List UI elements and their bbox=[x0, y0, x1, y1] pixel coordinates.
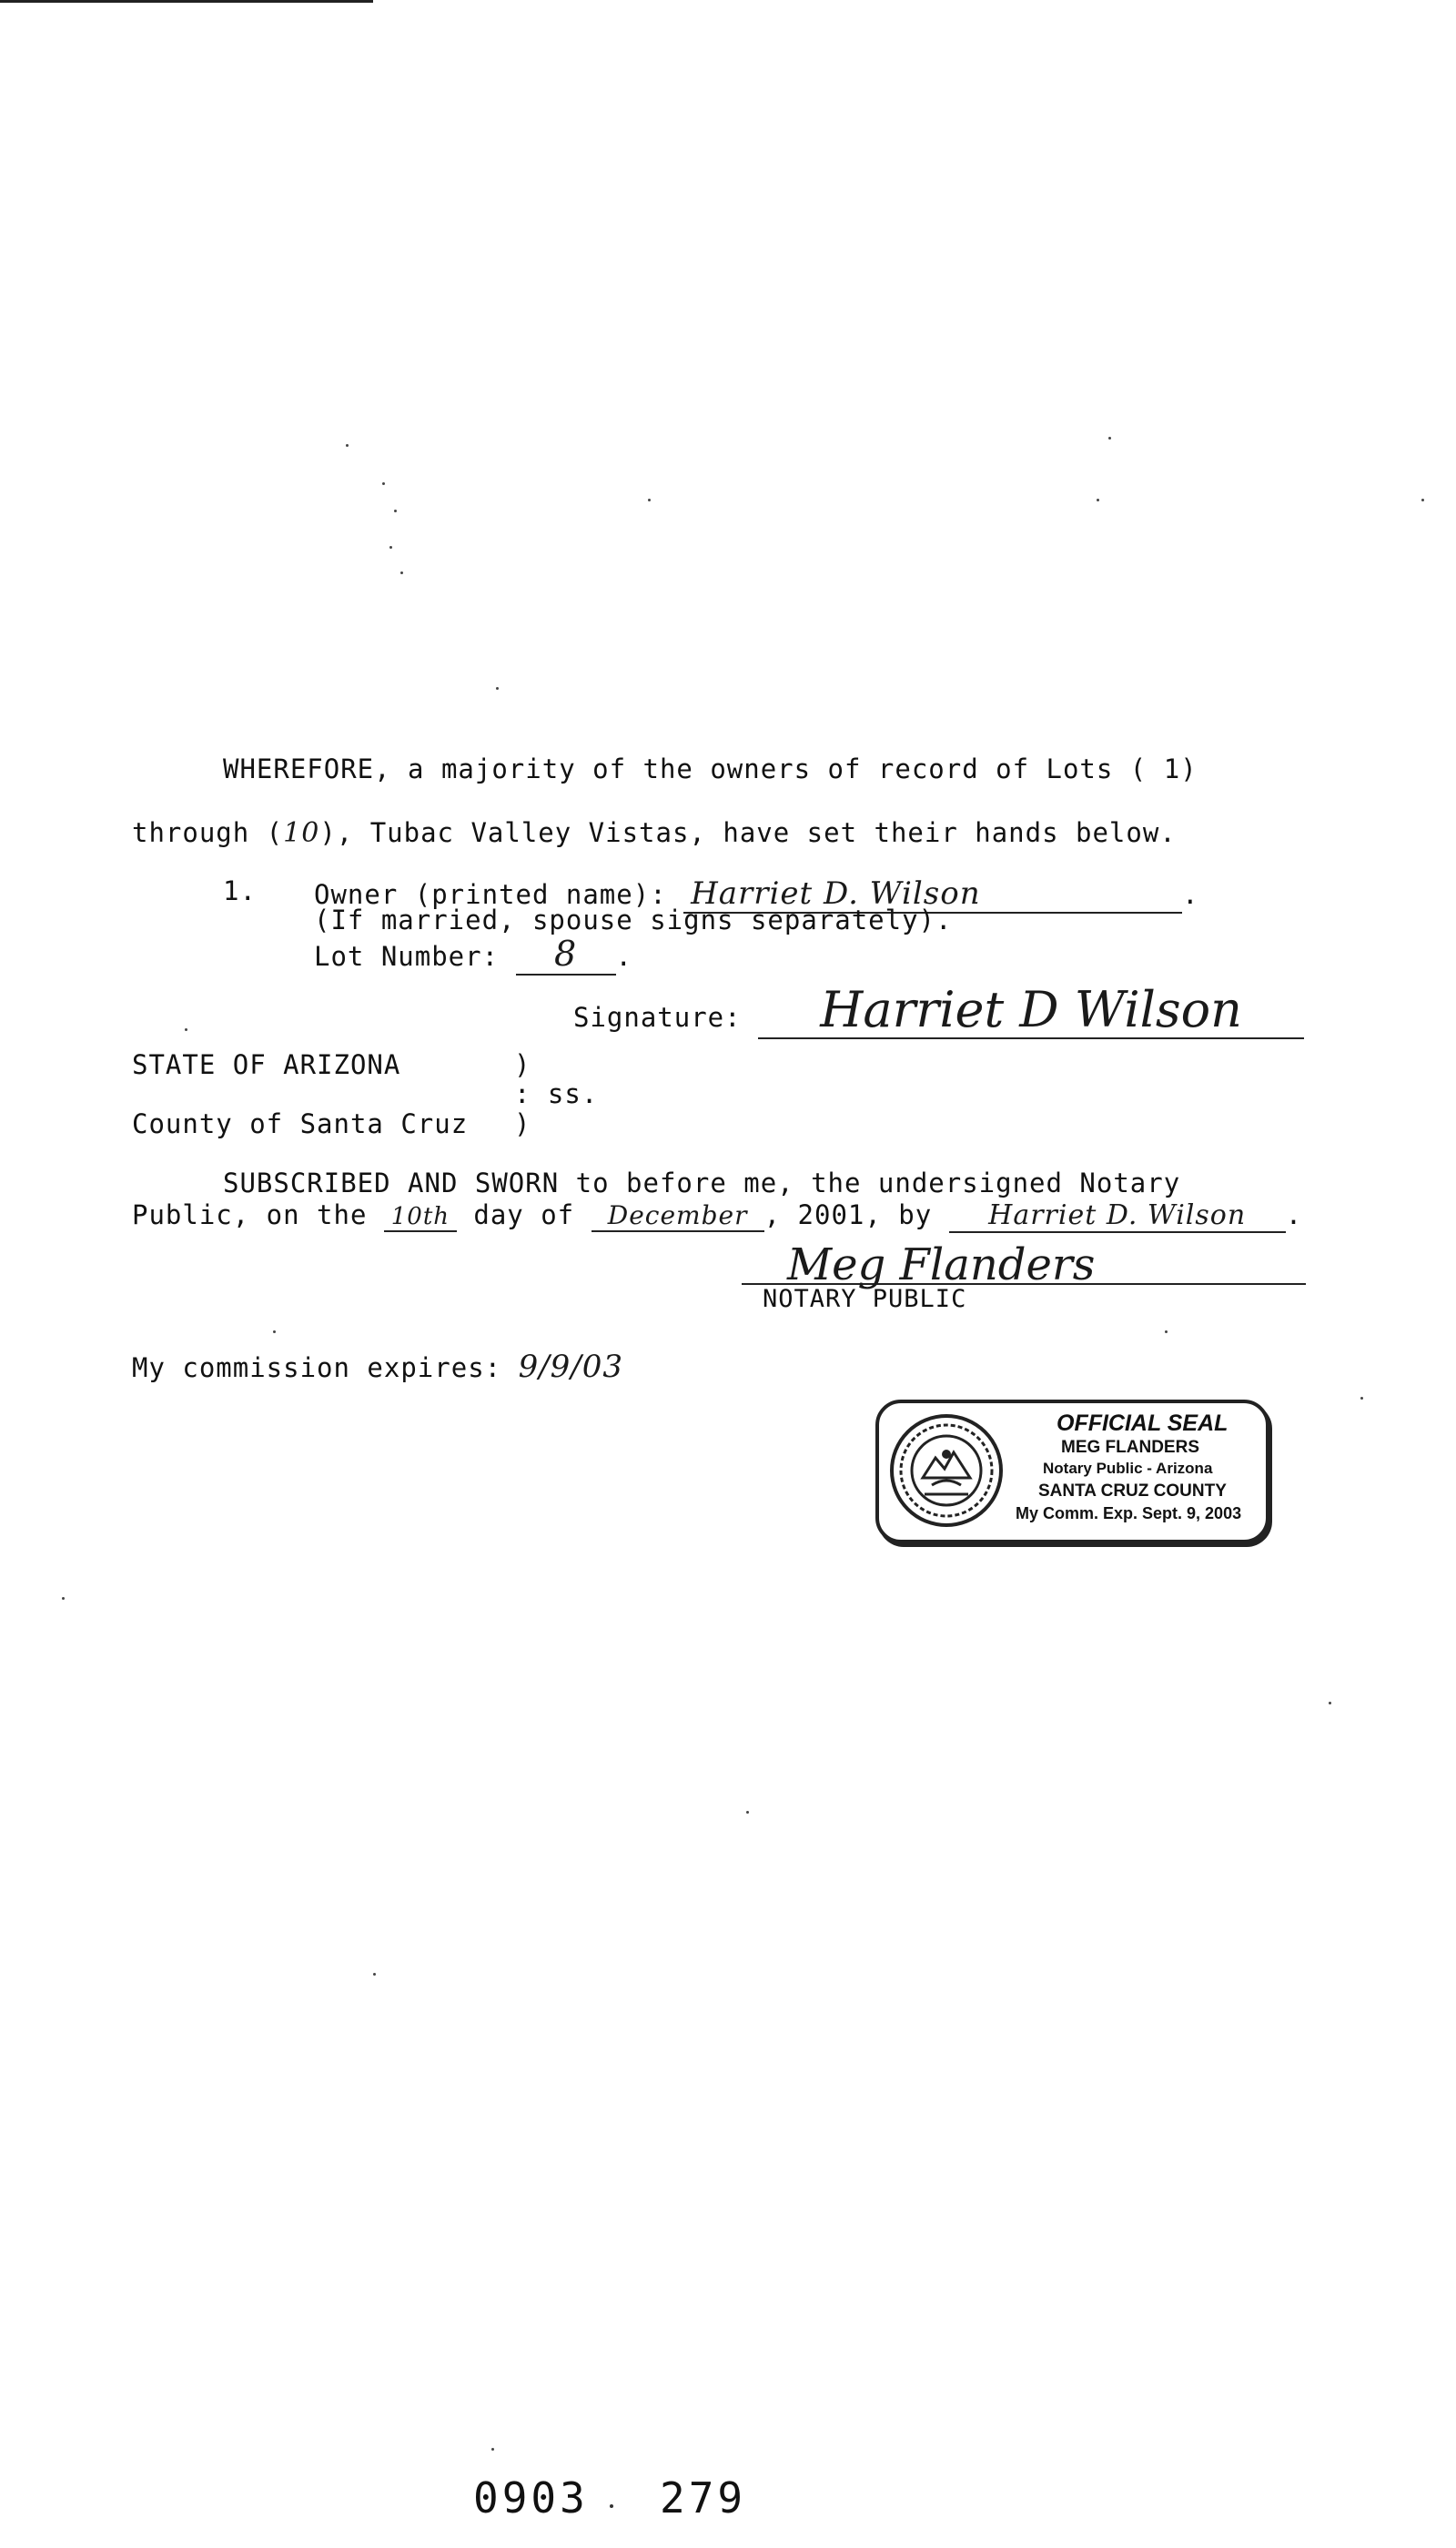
commission-date-handwritten: 9/9/03 bbox=[518, 1349, 624, 1385]
scan-speck bbox=[1360, 1397, 1363, 1400]
owner-line: Owner (printed name): Harriet D. Wilson . bbox=[314, 875, 1199, 912]
owner-label: Owner (printed name): bbox=[314, 879, 667, 910]
scan-speck bbox=[1165, 1330, 1168, 1333]
scan-speck bbox=[273, 1330, 276, 1333]
scan-speck bbox=[373, 1973, 376, 1976]
scan-speck bbox=[185, 1028, 187, 1031]
owner-signature: Harriet D Wilson bbox=[758, 983, 1304, 1039]
commission-line bbox=[132, 1349, 623, 1385]
preamble-line-2 bbox=[132, 817, 1177, 849]
owner-name-handwritten: Harriet D. Wilson bbox=[683, 875, 1182, 914]
scan-speck bbox=[1329, 1702, 1331, 1704]
jurat-day-of: day of bbox=[473, 1199, 575, 1230]
jurat-public-on-the: Public, on the bbox=[132, 1199, 368, 1230]
scan-speck bbox=[62, 1597, 65, 1600]
scan-speck bbox=[346, 444, 349, 447]
seal-expiry: My Comm. Exp. Sept. 9, 2003 bbox=[1016, 1504, 1242, 1522]
jurat-line-1: SUBSCRIBED AND SWORN to before me, the undersigned Notary bbox=[223, 1168, 1181, 1198]
venue-paren-1: ) bbox=[514, 1049, 531, 1080]
notary-signature: Meg Flanders bbox=[742, 1245, 1306, 1285]
top-edge-line bbox=[0, 0, 373, 3]
recording-page-number: 279 bbox=[660, 2473, 747, 2523]
scan-speck bbox=[400, 571, 403, 574]
signature-line bbox=[573, 983, 1304, 1039]
scan-speck bbox=[648, 499, 651, 501]
venue-paren-2: ) bbox=[514, 1108, 531, 1139]
official-seal-stamp bbox=[875, 1400, 1269, 1543]
jurat-line-2: Public, on the 10th day of December , 2001, by Harriet D. Wilson . bbox=[132, 1199, 1303, 1231]
scan-speck bbox=[389, 546, 392, 549]
preamble-suffix: ), Tubac Valley Vistas, have set their hands below. bbox=[319, 817, 1177, 848]
seal-notary-role: Notary Public - Arizona bbox=[1043, 1460, 1213, 1477]
footer-dot bbox=[610, 2504, 613, 2508]
scan-speck bbox=[394, 510, 397, 512]
owner-item-number: 1. bbox=[223, 875, 257, 906]
lot-number-handwritten: 8 bbox=[516, 934, 616, 976]
seal-notary-name: MEG FLANDERS bbox=[1061, 1438, 1199, 1457]
lot-number-label: Lot Number: bbox=[314, 941, 500, 972]
preamble-line-1: WHEREFORE, a majority of the owners of record of Lots ( 1) bbox=[223, 753, 1198, 784]
seal-title: OFFICIAL SEAL bbox=[1057, 1410, 1228, 1436]
signature-label: Signature: bbox=[573, 1002, 742, 1033]
jurat-day-handwritten: 10th bbox=[384, 1203, 457, 1232]
scan-speck bbox=[746, 1811, 749, 1814]
scan-speck bbox=[491, 2448, 494, 2451]
scan-speck bbox=[1097, 499, 1099, 501]
scan-speck bbox=[496, 687, 499, 690]
venue-county: County of Santa Cruz bbox=[132, 1108, 469, 1139]
arizona-state-seal-icon bbox=[888, 1412, 1005, 1529]
jurat-month-handwritten: December bbox=[592, 1200, 764, 1232]
scan-speck bbox=[382, 482, 385, 485]
recording-book-number: 0903 bbox=[473, 2473, 589, 2523]
scan-speck bbox=[1421, 499, 1424, 501]
commission-label: My commission expires: bbox=[132, 1352, 502, 1383]
jurat-year-by: , 2001, by bbox=[763, 1199, 933, 1230]
lot-number-line: Lot Number: 8 . bbox=[314, 934, 632, 974]
venue-ss: : ss. bbox=[514, 1078, 599, 1109]
scan-speck bbox=[1108, 437, 1111, 440]
married-note: (If married, spouse signs separately). bbox=[314, 905, 953, 935]
seal-county: SANTA CRUZ COUNTY bbox=[1038, 1481, 1227, 1501]
venue-state: STATE OF ARIZONA bbox=[132, 1049, 401, 1080]
jurat-signer-handwritten: Harriet D. Wilson bbox=[949, 1199, 1286, 1233]
preamble-through: through ( bbox=[132, 817, 284, 848]
lots-to-handwritten: 10 bbox=[283, 817, 320, 849]
notary-public-label: NOTARY PUBLIC bbox=[763, 1285, 967, 1313]
